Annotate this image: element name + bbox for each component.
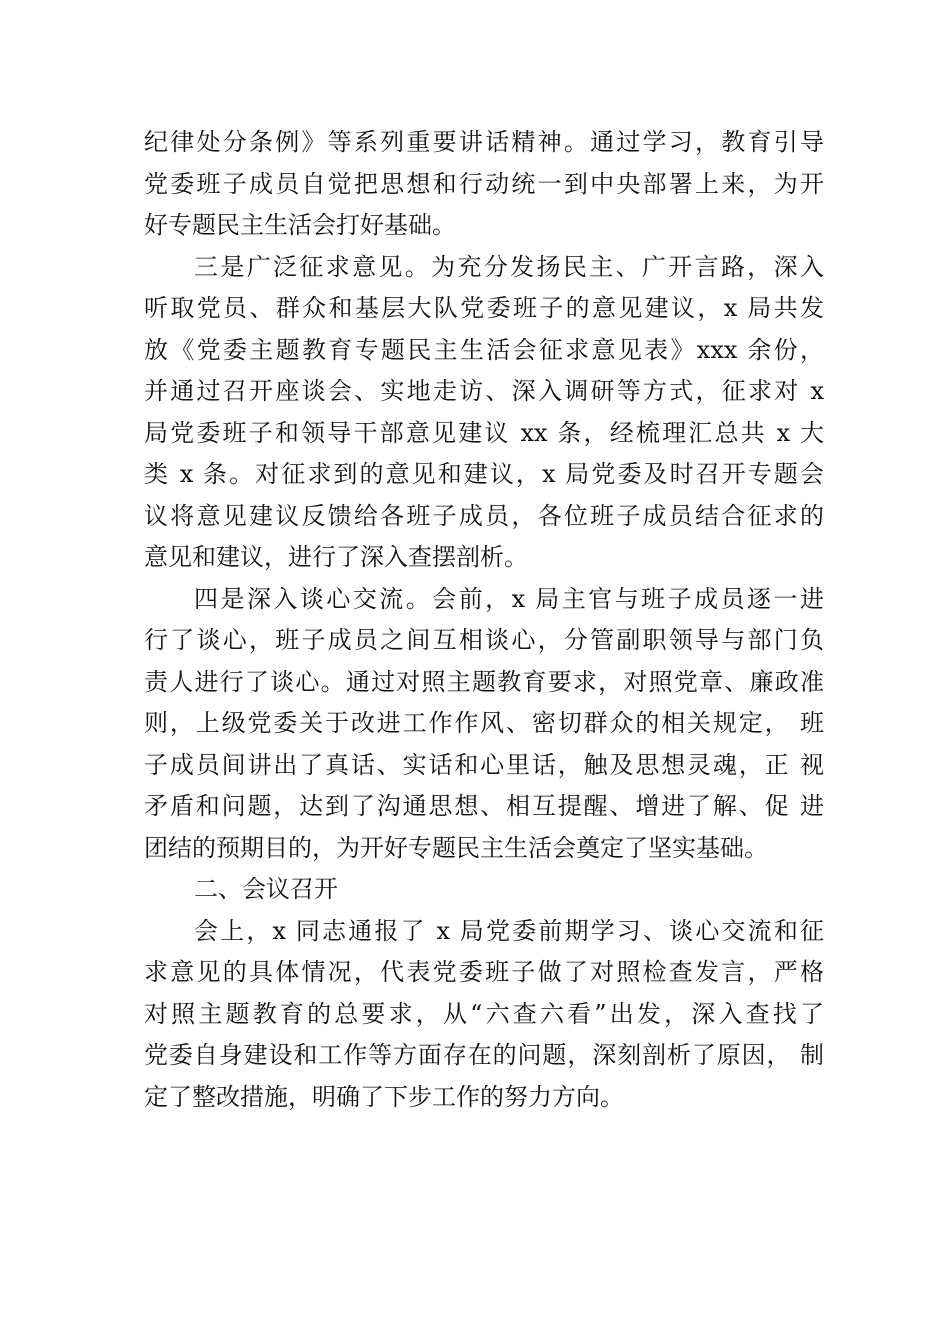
text-line: 并通过召开座谈会、实地走访、深入调研等方式，征求对 x: [144, 377, 824, 405]
text-line: 党委班子成员自觉把思想和行动统一到中央部署上来，为开: [144, 169, 824, 198]
text-line: 放《党委主题教育专题民主生活会征求意见表》xxx 余份，: [144, 335, 824, 364]
paragraph-solicit-opinions: [144, 247, 824, 579]
text-line: 意见和建议，进行了深入查摆剖析。: [144, 543, 528, 571]
text-line: 求意见的具体情况，代表党委班子做了对照检查发言，严格: [144, 958, 824, 986]
section-heading: [144, 869, 824, 911]
text-line: 党委自身建设和工作等方面存在的问题，深刻剖析了原因， 制: [144, 1041, 824, 1069]
text-line: 类 x 条。对征求到的意见和建议，x 局党委及时召开专题会: [144, 460, 824, 488]
document-body: [144, 122, 824, 1118]
paragraph-meeting: [144, 911, 824, 1119]
text-line: 好专题民主生活会打好基础。: [144, 211, 456, 239]
text-line: 会上，x 同志通报了 x 局党委前期学习、谈心交流和征: [194, 916, 824, 945]
paragraph-heart-to-heart: [144, 579, 824, 870]
text-line: 定了整改措施，明确了下步工作的努力方向。: [144, 1082, 624, 1111]
text-line: 议将意见建议反馈给各班子成员，各位班子成员结合征求的: [144, 501, 824, 530]
paragraph-continuation: [144, 122, 824, 247]
text-line: 矛盾和问题，达到了沟通思想、相互提醒、增进了解、促 进: [144, 792, 824, 820]
text-line: 纪律处分条例》等系列重要讲话精神。通过学习，教育引导: [144, 128, 824, 156]
text-line: 责人进行了谈心。通过对照主题教育要求，对照党章、廉政准: [144, 667, 824, 696]
text-line: 四是深入谈心交流。会前，x 局主官与班子成员逐一进: [194, 584, 824, 613]
text-line: 行了谈心，班子成员之间互相谈心，分管副职领导与部门负: [144, 626, 824, 654]
text-line: 局党委班子和领导干部意见建议 xx 条，经梳理汇总共 x 大: [144, 418, 824, 447]
text-line: 则，上级党委关于改进工作作风、密切群众的相关规定， 班: [144, 709, 824, 737]
text-line: 子成员间讲出了真话、实话和心里话，触及思想灵魂，正 视: [144, 750, 824, 779]
heading-text: 二、会议召开: [194, 875, 338, 903]
text-line: 团结的预期目的，为开好专题民主生活会奠定了坚实基础。: [144, 833, 768, 862]
text-line: 三是广泛征求意见。为充分发扬民主、广开言路，深入: [194, 252, 824, 281]
text-line: 对照主题教育的总要求，从“六查六看”出发，深入查找了: [144, 999, 824, 1028]
text-line: 听取党员、群众和基层大队党委班子的意见建议，x 局共发: [144, 294, 824, 322]
